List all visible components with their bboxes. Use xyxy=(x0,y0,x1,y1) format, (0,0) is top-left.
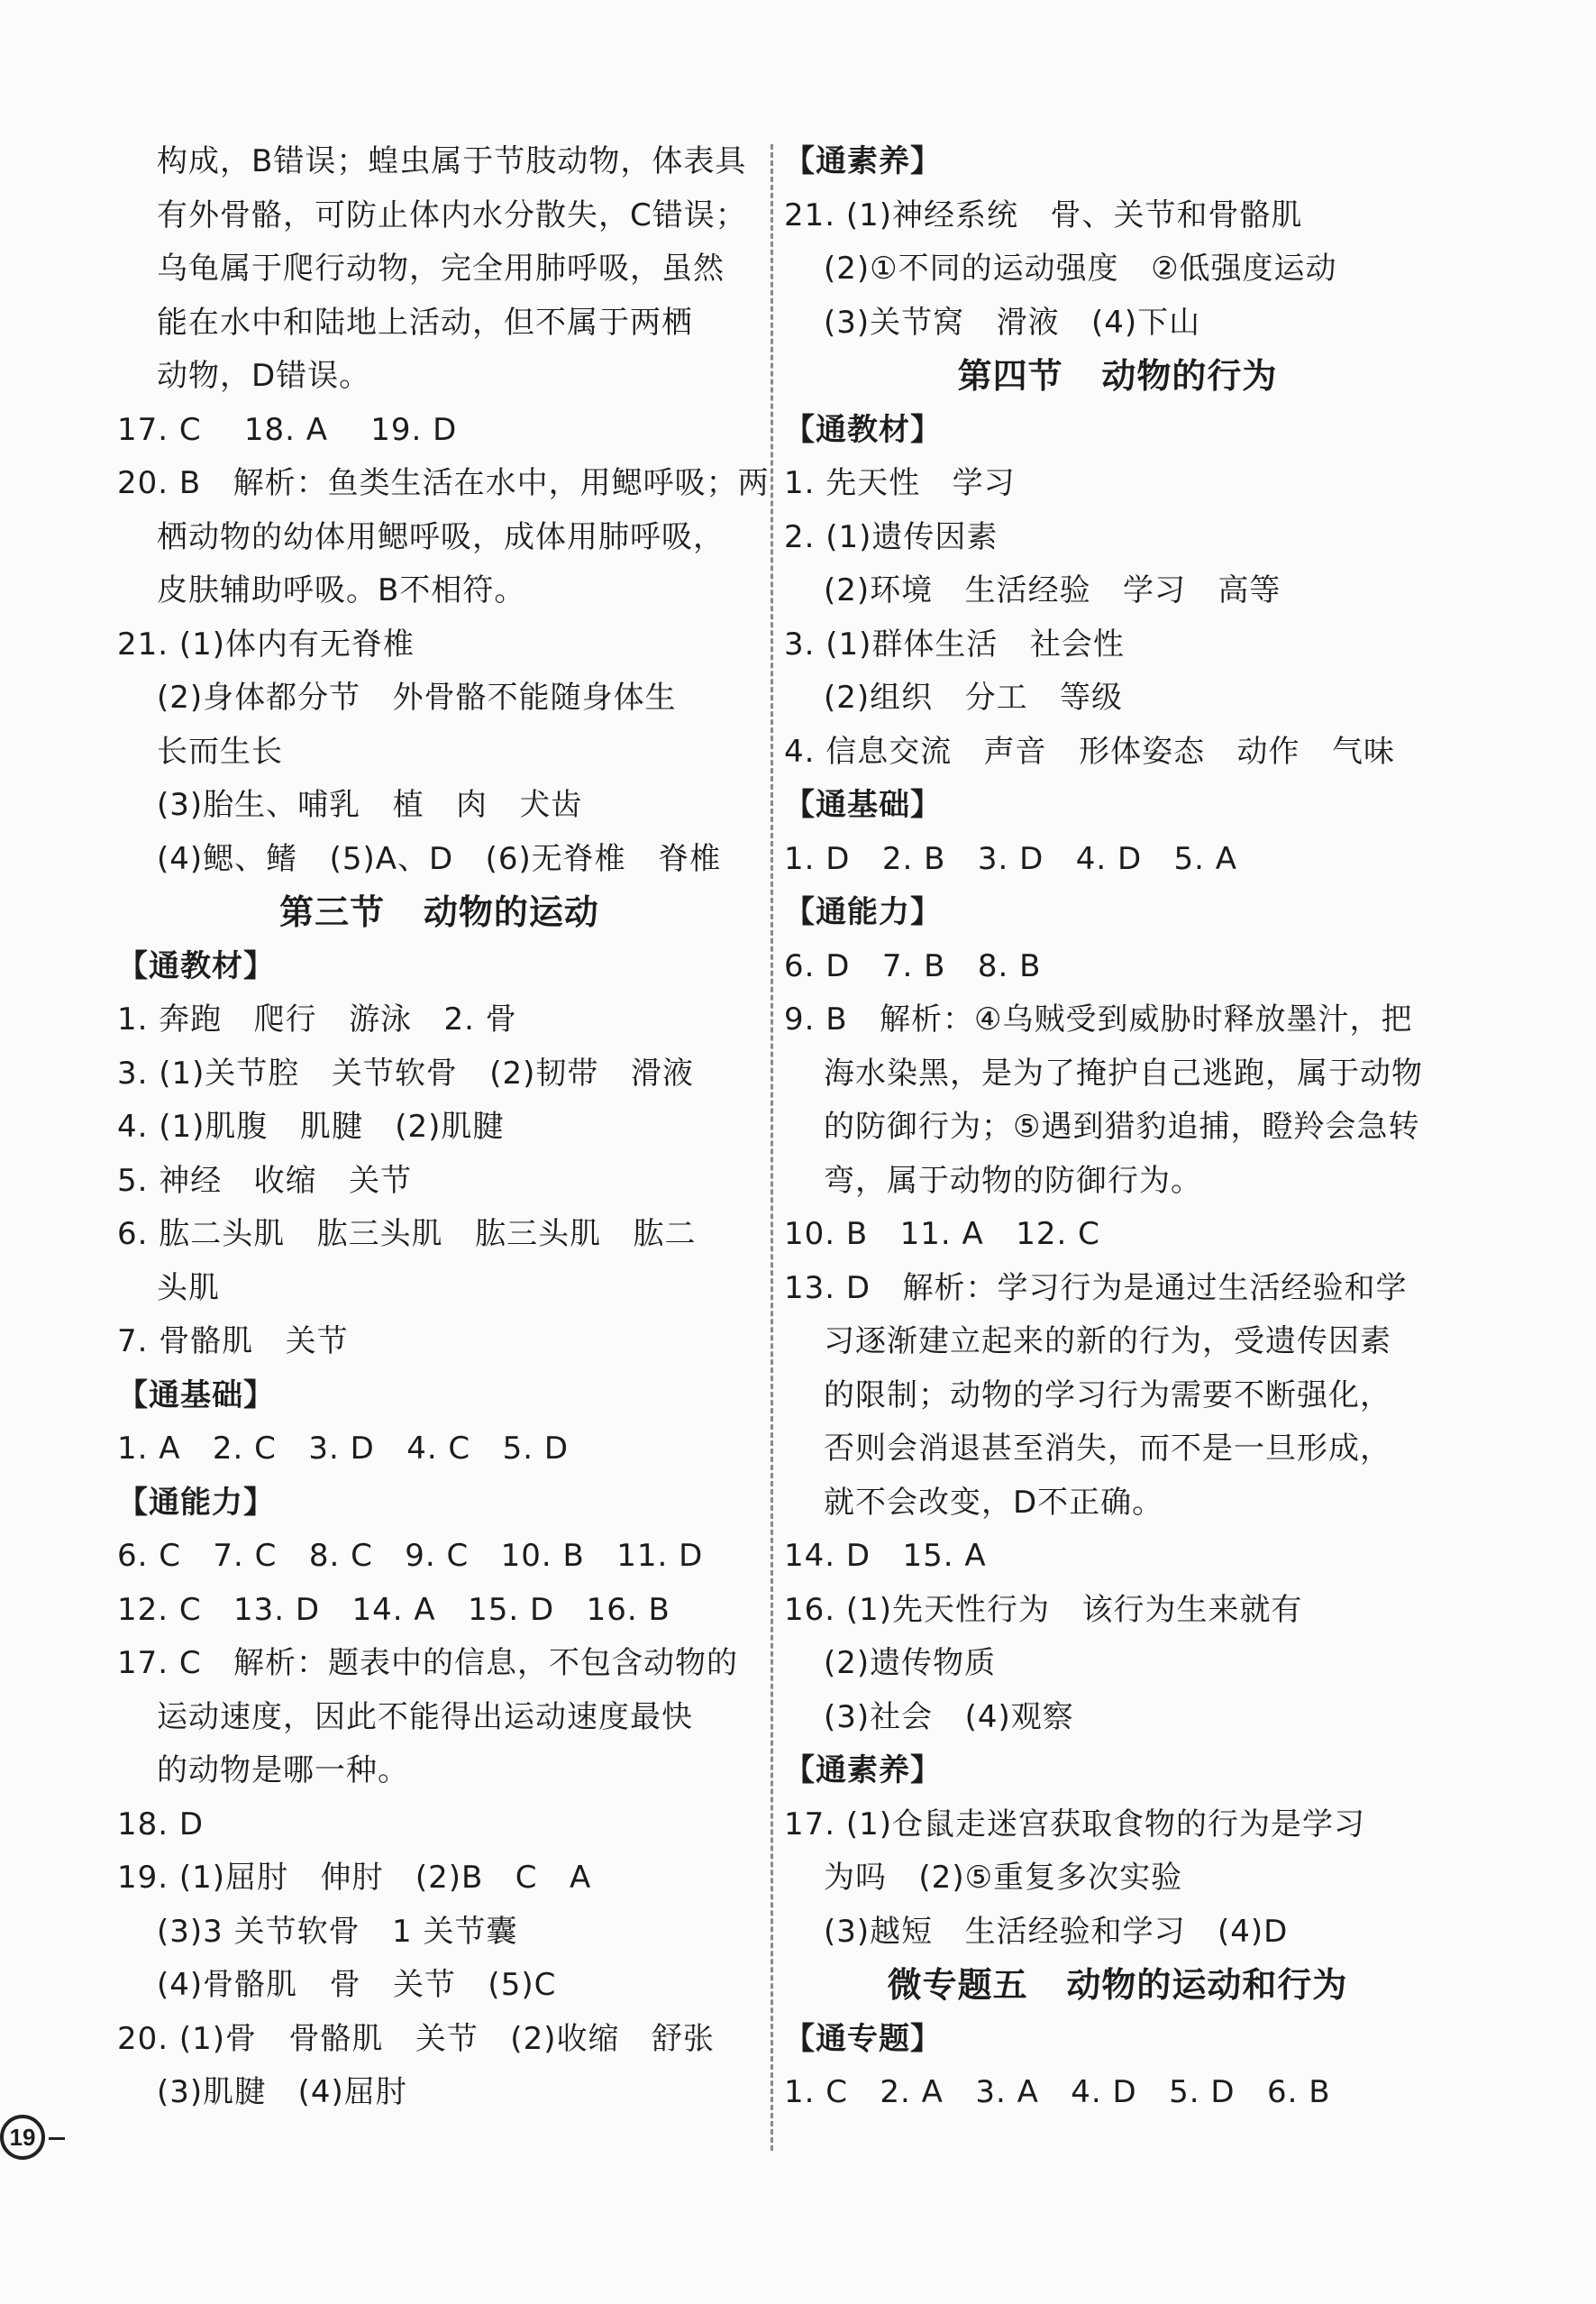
answer-continuation: 能在水中和陆地上活动，但不属于两栖 xyxy=(157,304,693,341)
section-label: 【通素养】 xyxy=(784,143,942,179)
page-number: 19 xyxy=(0,2115,45,2160)
answer-line: 18. D xyxy=(117,1806,205,1842)
answer-continuation: (2)身体都分节 外骨骼不能随身体生 xyxy=(157,680,677,716)
answer-continuation: (2)组织 分工 等级 xyxy=(824,680,1124,716)
answer-line: 2. (1)遗传因素 xyxy=(784,518,999,555)
answer-continuation: 动物，D错误。 xyxy=(157,358,371,394)
answer-continuation: (4)鳃、鳍 (5)A、D (6)无脊椎 脊椎 xyxy=(157,840,722,877)
answer-continuation: 皮肤辅助呼吸。B不相符。 xyxy=(157,572,526,608)
answer-line: 20. B 解析：鱼类生活在水中，用鳃呼吸；两 xyxy=(117,465,770,501)
answer-line: 21. (1)体内有无脊椎 xyxy=(117,626,415,663)
answer-line: 17. C 解析：题表中的信息，不包含动物的 xyxy=(117,1645,739,1681)
answer-line: 6. D 7. B 8. B xyxy=(784,947,1042,984)
answer-continuation: 构成，B错误；蝗虫属于节肢动物，体表具 xyxy=(157,143,747,179)
answer-continuation: (4)骨骼肌 骨 关节 (5)C xyxy=(157,1967,557,2003)
answer-line: 19. (1)屈肘 伸肘 (2)B C A xyxy=(117,1860,592,1896)
answer-continuation: 有外骨骼，可防止体内水分散失，C错误； xyxy=(157,197,747,233)
answer-line: 4. 信息交流 声音 形体姿态 动作 气味 xyxy=(784,733,1395,770)
answer-continuation: 习逐渐建立起来的新的行为，受遗传因素 xyxy=(824,1323,1391,1359)
answer-line: 1. A 2. C 3. D 4. C 5. D xyxy=(117,1431,570,1467)
answer-continuation: 的限制；动物的学习行为需要不断强化， xyxy=(824,1376,1391,1413)
answer-continuation: (3)关节窝 滑液 (4)下山 xyxy=(824,304,1201,341)
answer-continuation: (3)越短 生活经验和学习 (4)D xyxy=(824,1913,1289,1950)
answer-continuation: (3)社会 (4)观察 xyxy=(824,1698,1074,1735)
section-title: 第三节 动物的运动 xyxy=(279,892,599,932)
answer-continuation: 弯，属于动物的防御行为。 xyxy=(824,1162,1202,1199)
answer-line: 17. C 18. A 19. D xyxy=(117,411,458,448)
answer-continuation: 为吗 (2)⑤重复多次实验 xyxy=(824,1860,1183,1896)
page-number-tick xyxy=(49,2137,65,2140)
answer-continuation: 运动速度，因此不能得出运动速度最快 xyxy=(157,1698,693,1735)
answer-continuation: 否则会消退甚至消失，而不是一旦形成， xyxy=(824,1431,1391,1467)
left-column xyxy=(117,135,770,2120)
answer-line: 6. 肱二头肌 肱三头肌 肱三头肌 肱二 xyxy=(117,1216,697,1252)
answer-continuation: (3)肌腱 (4)屈肘 xyxy=(157,2074,407,2110)
answer-continuation: 的动物是哪一种。 xyxy=(157,1752,409,1788)
answer-line: 7. 骨骼肌 关节 xyxy=(117,1323,349,1359)
answer-line: 14. D 15. A xyxy=(784,1538,987,1574)
section-label: 【通基础】 xyxy=(784,787,942,823)
answer-continuation: 栖动物的幼体用鳃呼吸，成体用肺呼吸， xyxy=(157,518,725,555)
column-divider xyxy=(771,144,773,2151)
answer-line: 12. C 13. D 14. A 15. D 16. B xyxy=(117,1591,670,1628)
section-label: 【通专题】 xyxy=(784,2020,942,2057)
answer-line: 9. B 解析：④乌贼受到威胁时释放墨汁，把 xyxy=(784,1001,1413,1038)
answer-continuation: 长而生长 xyxy=(157,733,283,770)
answer-line: 1. 奔跑 爬行 游泳 2. 骨 xyxy=(117,1001,517,1038)
answer-line: 1. 先天性 学习 xyxy=(784,465,1016,501)
answer-line: 13. D 解析：学习行为是通过生活经验和学 xyxy=(784,1269,1408,1306)
answer-continuation: (3)胎生、哺乳 植 肉 犬齿 xyxy=(157,787,583,823)
answer-continuation: (2)遗传物质 xyxy=(824,1645,997,1681)
section-label: 【通能力】 xyxy=(117,1484,275,1521)
answer-line: 21. (1)神经系统 骨、关节和骨骼肌 xyxy=(784,197,1303,233)
answer-continuation: 就不会改变，D不正确。 xyxy=(824,1484,1164,1521)
answer-line: 4. (1)肌腹 肌腱 (2)肌腱 xyxy=(117,1109,505,1145)
answer-continuation: 乌龟属于爬行动物，完全用肺呼吸，虽然 xyxy=(157,251,725,287)
answer-line: 1. D 2. B 3. D 4. D 5. A xyxy=(784,840,1238,877)
answer-line: 5. 神经 收缩 关节 xyxy=(117,1162,413,1199)
answer-line: 3. (1)群体生活 社会性 xyxy=(784,626,1125,663)
section-label: 【通素养】 xyxy=(784,1752,942,1788)
answer-line: 10. B 11. A 12. C xyxy=(784,1216,1100,1252)
answer-continuation: (3)3 关节软骨 1 关节囊 xyxy=(157,1913,518,1950)
answer-continuation: 头肌 xyxy=(157,1269,220,1306)
section-label: 【通基础】 xyxy=(117,1376,275,1413)
section-title: 第四节 动物的行为 xyxy=(957,356,1278,396)
answer-continuation: 海水染黑，是为了掩护自己逃跑，属于动物 xyxy=(824,1055,1423,1092)
right-column xyxy=(784,135,1451,2120)
section-label: 【通教材】 xyxy=(784,411,942,448)
section-label: 【通教材】 xyxy=(117,947,275,984)
answer-continuation: (2)环境 生活经验 学习 高等 xyxy=(824,572,1281,608)
answer-line: 17. (1)仓鼠走迷宫获取食物的行为是学习 xyxy=(784,1806,1366,1842)
answer-continuation: 的防御行为；⑤遇到猎豹追捕，瞪羚会急转 xyxy=(824,1109,1420,1145)
answer-line: 3. (1)关节腔 关节软骨 (2)韧带 滑液 xyxy=(117,1055,694,1092)
section-label: 【通能力】 xyxy=(784,894,942,930)
answer-line: 20. (1)骨 骨骼肌 关节 (2)收缩 舒张 xyxy=(117,2020,715,2057)
answer-line: 6. C 7. C 8. C 9. C 10. B 11. D xyxy=(117,1538,704,1574)
section-title: 微专题五 动物的运动和行为 xyxy=(887,1965,1348,2005)
answer-line: 16. (1)先天性行为 该行为生来就有 xyxy=(784,1591,1303,1628)
answer-line: 1. C 2. A 3. A 4. D 5. D 6. B xyxy=(784,2074,1331,2110)
answer-continuation: (2)①不同的运动强度 ②低强度运动 xyxy=(824,251,1337,287)
